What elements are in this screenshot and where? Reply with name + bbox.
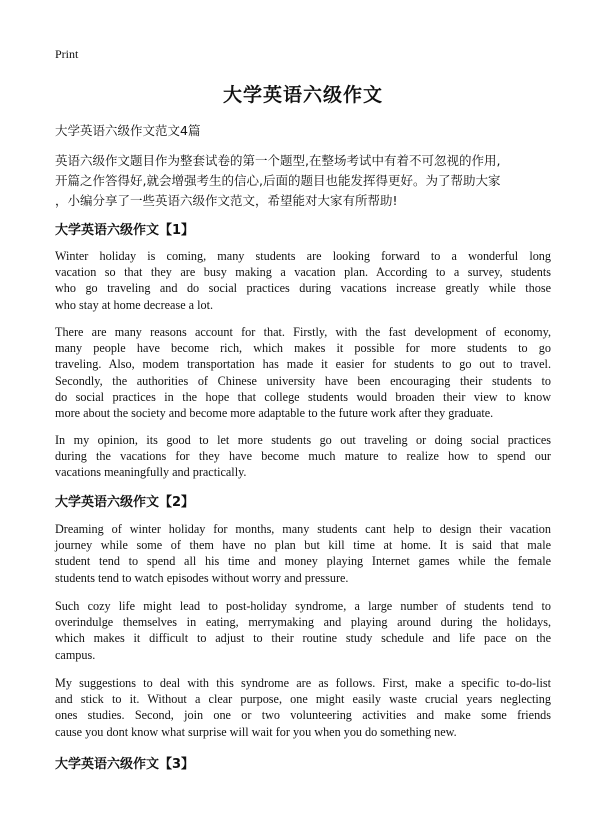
section-2-paragraph-2 <box>55 598 551 663</box>
intro-line: 开篇之作答得好,就会增强考生的信心,后面的题目也能发挥得更好。为了帮助大家 <box>55 173 501 188</box>
text-line: more about the society and become more adaptable to the future work after they graduate. <box>55 406 494 421</box>
document-subtitle: 大学英语六级作文范文4篇 <box>55 123 201 138</box>
section-2-paragraph-3 <box>55 675 551 740</box>
text-line: cause you dont know what surprise will wait for you when you do something new. <box>55 724 457 739</box>
text-line: which makes it difficult to adjust to their routine study schedule and life pace on the <box>55 631 551 646</box>
section-1-paragraph-2 <box>55 324 551 421</box>
intro-line: ，小编分享了一些英语六级作文范文，希望能对大家有所帮助! <box>55 193 398 208</box>
text-line: student tend to spend all his time and money playing Internet games while the female <box>55 554 551 569</box>
text-line: many people have become rich, which makes it possible for more students to go <box>55 341 551 356</box>
section-heading-1: 大学英语六级作文【1】 <box>55 223 195 238</box>
text-line: during the vacations for they have become much mature to realize how to spend our <box>55 449 551 464</box>
text-line: students tend to watch episodes without worry and pressure. <box>55 570 349 585</box>
section-heading-2: 大学英语六级作文【2】 <box>55 495 195 510</box>
section-1-paragraph-1 <box>55 248 551 313</box>
text-line: In my opinion, its good to let more students go out traveling or doing social practices <box>55 433 551 447</box>
text-line: Dreaming of winter holiday for months, many students cant help to design their vacation <box>55 522 551 536</box>
section-2-paragraph-1 <box>55 521 551 586</box>
text-line: vacations meaningfully and practically. <box>55 465 247 480</box>
section-1-paragraph-3 <box>55 432 551 481</box>
text-line: campus. <box>55 647 96 662</box>
text-line: My suggestions to deal with this syndrome are as follows. First, make a specific to-do-list <box>55 676 551 690</box>
text-line: who stay at home decrease a lot. <box>55 297 214 312</box>
text-line: journey while some of them have no plan but kill time at home. It is said that male <box>55 538 551 553</box>
page-title: 大学英语六级作文 <box>222 84 383 106</box>
intro-line: 英语六级作文题目作为整套试卷的第一个题型,在整场考试中有着不可忽视的作用, <box>55 153 501 168</box>
text-line: do social practices in the hope that college students would broaden their view to know <box>55 389 551 404</box>
text-line: Such cozy life might lead to post-holiday syndrome, a large number of students tend to <box>55 599 551 613</box>
text-line: Winter holiday is coming, many students are looking forward to a wonderful long <box>55 249 551 263</box>
text-line: traveling. Also, modem transportation has made it easier for students to go out to travel. <box>55 357 551 372</box>
section-heading-3: 大学英语六级作文【3】 <box>55 757 195 772</box>
text-line: There are many reasons account for that. Firstly, with the fast development of economy, <box>55 325 551 339</box>
print-link[interactable]: Print <box>55 47 79 61</box>
text-line: overindulge themselves in eating, merrymaking and playing around during the holidays, <box>55 615 551 630</box>
text-line: and stick to it. Without a clear purpose, one might easily waste crucial years neglecting <box>55 692 551 707</box>
text-line: vacation so that they are busy making a vacation plan. According to a survey, students <box>55 265 551 280</box>
text-line: ones studies. Second, join one or two volunteering activities and make some friends <box>55 708 551 723</box>
text-line: who go traveling and do social practices during vacations increase greatly while those <box>55 281 551 296</box>
text-line: Secondly, the authorities of Chinese university have been encouraging their students to <box>55 373 551 388</box>
intro-paragraph <box>55 151 551 211</box>
